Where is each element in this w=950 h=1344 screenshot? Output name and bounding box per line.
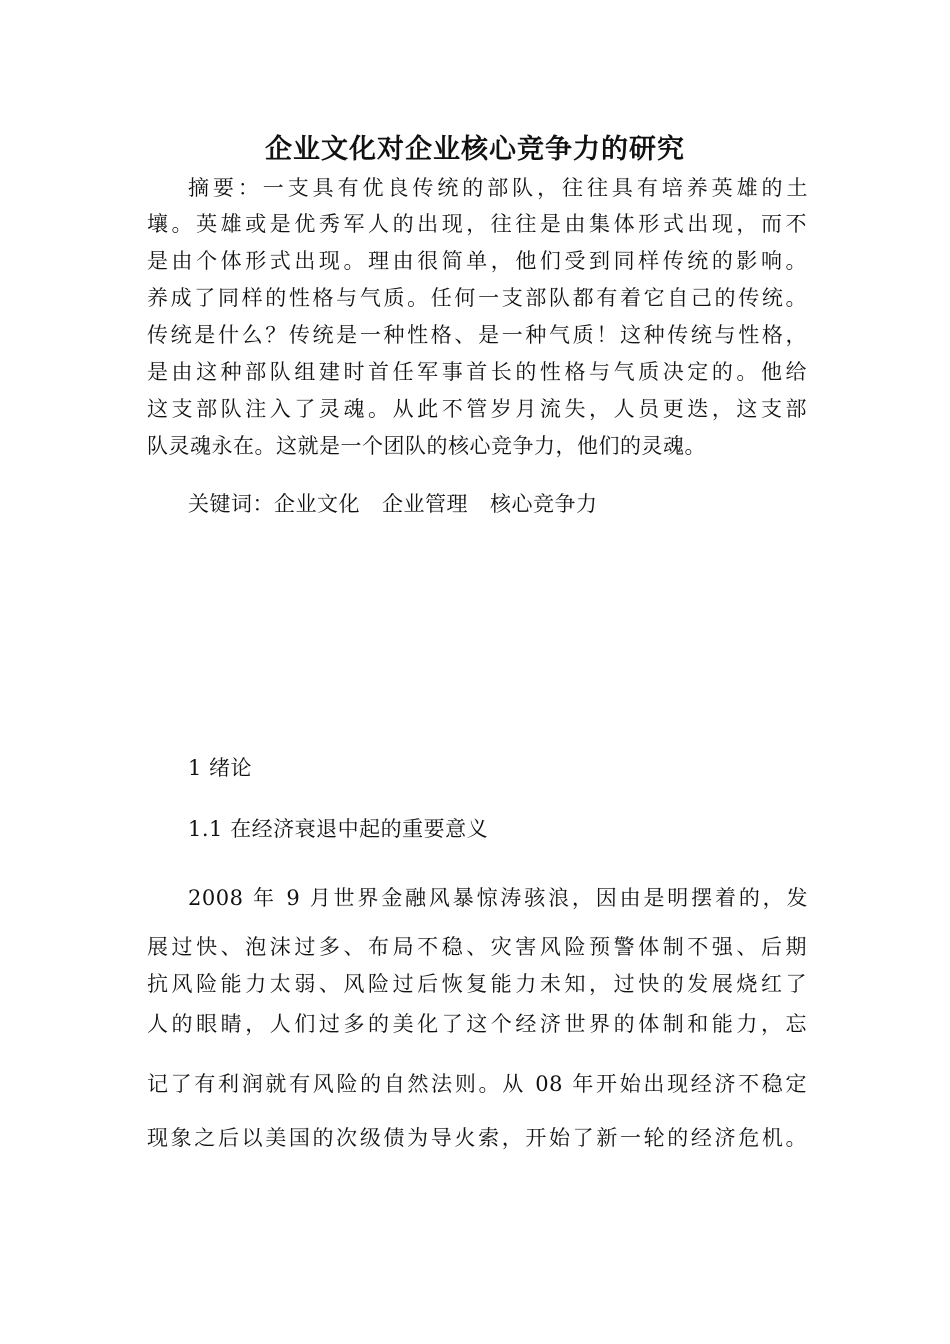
abstract-line: 是由这种部队组建时首任军事首长的性格与气质决定的。他给 [147,360,807,384]
abstract-line: 队灵魂永在。这就是一个团队的核心竞争力，他们的灵魂。 [147,434,706,458]
abstract-line: 摘要：一支具有优良传统的部队，往往具有培养英雄的土 [188,176,808,200]
section-heading: 1 绪论 [188,756,253,780]
subsection-heading: 1.1 在经济衰退中起的重要意义 [188,817,489,841]
body-line: 抗风险能力太弱、风险过后恢复能力未知，过快的发展烧红了 [147,972,807,996]
abstract-line: 传统是什么？传统是一种性格、是一种气质！这种传统与性格， [147,323,807,347]
keyword-item: 企业文化 [274,492,360,516]
body-line: 2008 年 9 月世界金融风暴惊涛骇浪，因由是明摆着的，发 [188,886,808,910]
keyword-item: 核心竞争力 [490,492,598,516]
abstract-line: 这支部队注入了灵魂。从此不管岁月流失，人员更迭，这支部 [147,397,807,421]
body-line: 人的眼睛，人们过多的美化了这个经济世界的体制和能力，忘 [147,1012,807,1036]
abstract-line: 养成了同样的性格与气质。任何一支部队都有着它自己的传统。 [147,286,807,310]
keyword-item: 企业管理 [382,492,468,516]
keywords-label: 关键词： [188,492,274,516]
abstract-line: 是由个体形式出现。理由很简单，他们受到同样传统的影响。 [147,249,807,273]
document-title: 企业文化对企业核心竞争力的研究 [265,134,685,165]
abstract-line: 壤。英雄或是优秀军人的出现，往往是由集体形式出现，而不 [147,212,807,236]
body-line: 记了有利润就有风险的自然法则。从 08 年开始出现经济不稳定 [147,1072,807,1096]
body-line: 展过快、泡沫过多、布局不稳、灾害风险预警体制不强、后期 [147,935,807,959]
keywords-row [188,488,808,520]
body-line: 现象之后以美国的次级债为导火索，开始了新一轮的经济危机。 [147,1126,807,1150]
